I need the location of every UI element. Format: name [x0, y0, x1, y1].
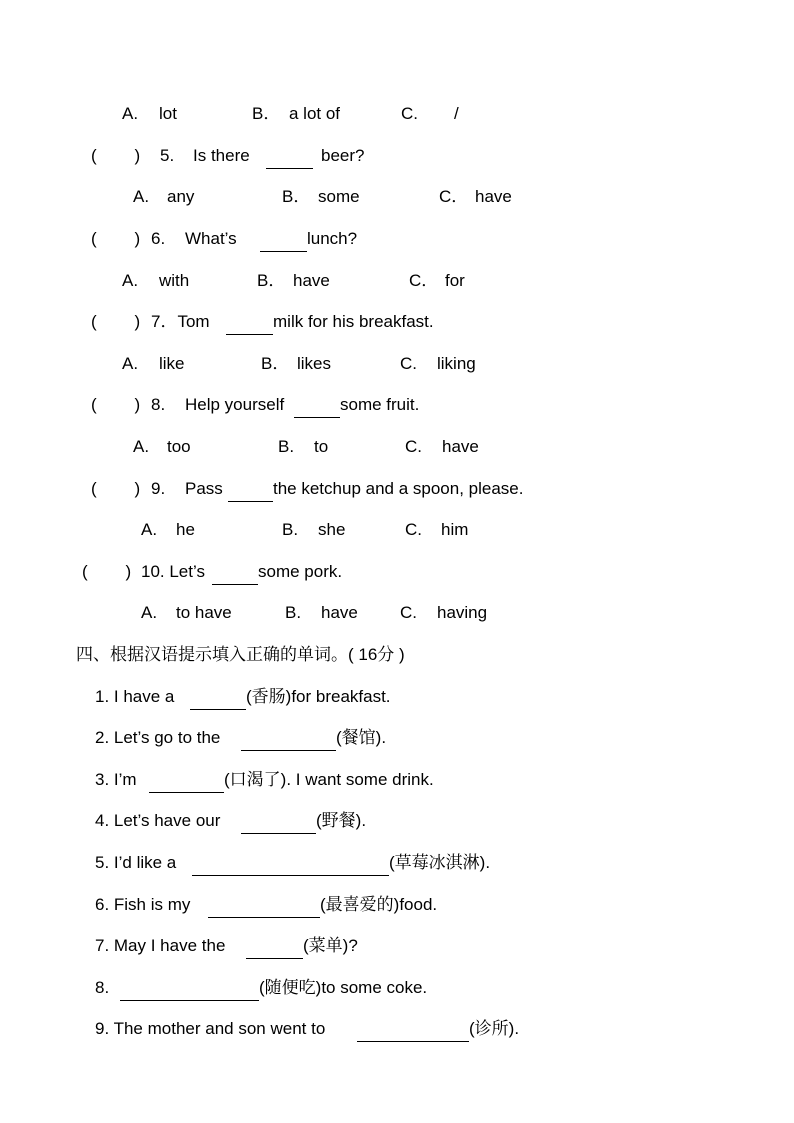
option-a-text: too: [167, 437, 191, 456]
item-hint: (菜单)?: [303, 936, 358, 955]
question-number: 5.: [160, 146, 175, 165]
answer-blank[interactable]: [149, 776, 224, 793]
option-c-label: C.: [400, 354, 417, 373]
question-text-pre: Pass: [185, 479, 223, 498]
item-hint: (餐馆).: [336, 728, 387, 747]
option-b-label: B．: [257, 271, 286, 290]
option-a-label: A.: [141, 603, 158, 622]
option-c-label: C．: [409, 271, 439, 290]
item-prefix: 9. The mother and son went to: [95, 1019, 326, 1038]
answer-blank[interactable]: [241, 734, 336, 751]
question-text-post: milk for his breakfast.: [273, 312, 434, 331]
option-a-text: any: [167, 187, 195, 206]
option-a-text: like: [159, 354, 185, 373]
option-b-text: have: [321, 603, 358, 622]
answer-blank[interactable]: [190, 693, 246, 710]
question-number: 6.: [151, 229, 166, 248]
option-c-text: having: [437, 603, 488, 622]
option-c-text: him: [441, 520, 469, 539]
answer-blank[interactable]: [357, 1025, 469, 1042]
option-b-label: B．: [282, 187, 311, 206]
item-prefix: 4. Let’s have our: [95, 811, 221, 830]
item-prefix: 6. Fish is my: [95, 895, 191, 914]
answer-blank[interactable]: [241, 817, 316, 834]
option-a-label: A.: [122, 354, 139, 373]
answer-paren: ( ): [82, 562, 132, 581]
question-text-pre: Is there: [193, 146, 250, 165]
option-c-label: C.: [405, 437, 422, 456]
answer-blank[interactable]: [120, 984, 259, 1001]
item-prefix: 7. May I have the: [95, 936, 226, 955]
option-c-label: C.: [401, 104, 418, 123]
option-a-text: lot: [159, 104, 177, 123]
option-a-label: A.: [133, 187, 150, 206]
option-b-text: likes: [297, 354, 332, 373]
option-a-label: A.: [141, 520, 158, 539]
question-text-pre: Help yourself: [185, 395, 285, 414]
option-b-text: some: [318, 187, 360, 206]
item-hint: (最喜爱的)food.: [320, 895, 438, 914]
item-prefix: 3. I’m: [95, 770, 137, 789]
answer-paren: ( ): [91, 312, 141, 331]
option-b-label: B.: [282, 520, 299, 539]
answer-paren: ( ): [91, 479, 141, 498]
answer-blank[interactable]: [226, 318, 273, 335]
question-number: 7．Tom: [151, 312, 210, 331]
question-number: 8.: [151, 395, 166, 414]
answer-blank[interactable]: [294, 401, 340, 418]
item-hint: (野餐).: [316, 811, 367, 830]
option-a-text: he: [176, 520, 195, 539]
option-b-text: a lot of: [289, 104, 341, 123]
option-b-label: B．: [252, 104, 281, 123]
answer-blank[interactable]: [192, 859, 389, 876]
question-number: 9.: [151, 479, 166, 498]
item-hint: (香肠)for breakfast.: [246, 687, 391, 706]
answer-blank[interactable]: [266, 152, 313, 169]
question-text-post: beer?: [321, 146, 365, 165]
answer-paren: ( ): [91, 146, 141, 165]
option-c-text: have: [442, 437, 479, 456]
option-b-label: B.: [278, 437, 295, 456]
question-text-post: some fruit.: [340, 395, 420, 414]
answer-blank[interactable]: [228, 485, 273, 502]
answer-paren: ( ): [91, 229, 141, 248]
question-text-pre: What’s: [185, 229, 237, 248]
option-a-text: to have: [176, 603, 232, 622]
question-text-post: lunch?: [307, 229, 358, 248]
answer-blank[interactable]: [260, 235, 307, 252]
option-a-label: A.: [122, 271, 139, 290]
answer-blank[interactable]: [208, 901, 320, 918]
section-heading: 四、根据汉语提示填入正确的单词。( 16分 ): [76, 645, 405, 664]
item-prefix: 2. Let’s go to the: [95, 728, 221, 747]
answer-blank[interactable]: [212, 568, 258, 585]
item-hint: (诊所).: [469, 1019, 520, 1038]
option-b-label: B.: [285, 603, 302, 622]
question-number: 10. Let’s: [141, 562, 205, 581]
option-c-text: /: [454, 104, 459, 123]
question-text-post: the ketchup and a spoon, please.: [273, 479, 524, 498]
option-a-label: A.: [122, 104, 139, 123]
option-a-text: with: [159, 271, 190, 290]
item-hint: (草莓冰淇淋).: [389, 853, 491, 872]
item-hint: (口渴了). I want some drink.: [224, 770, 434, 789]
option-b-text: she: [318, 520, 346, 539]
option-c-label: C.: [405, 520, 422, 539]
option-c-text: for: [445, 271, 465, 290]
option-b-text: to: [314, 437, 329, 456]
item-prefix: 8.: [95, 978, 110, 997]
option-a-label: A.: [133, 437, 150, 456]
option-b-label: B．: [261, 354, 290, 373]
option-c-label: C.: [400, 603, 417, 622]
option-c-text: have: [475, 187, 512, 206]
item-prefix: 5. I’d like a: [95, 853, 177, 872]
option-c-label: C．: [439, 187, 469, 206]
item-hint: (随便吃)to some coke.: [259, 978, 428, 997]
item-prefix: 1. I have a: [95, 687, 175, 706]
option-b-text: have: [293, 271, 330, 290]
answer-blank[interactable]: [246, 942, 303, 959]
answer-paren: ( ): [91, 395, 141, 414]
question-text-post: some pork.: [258, 562, 343, 581]
option-c-text: liking: [437, 354, 476, 373]
